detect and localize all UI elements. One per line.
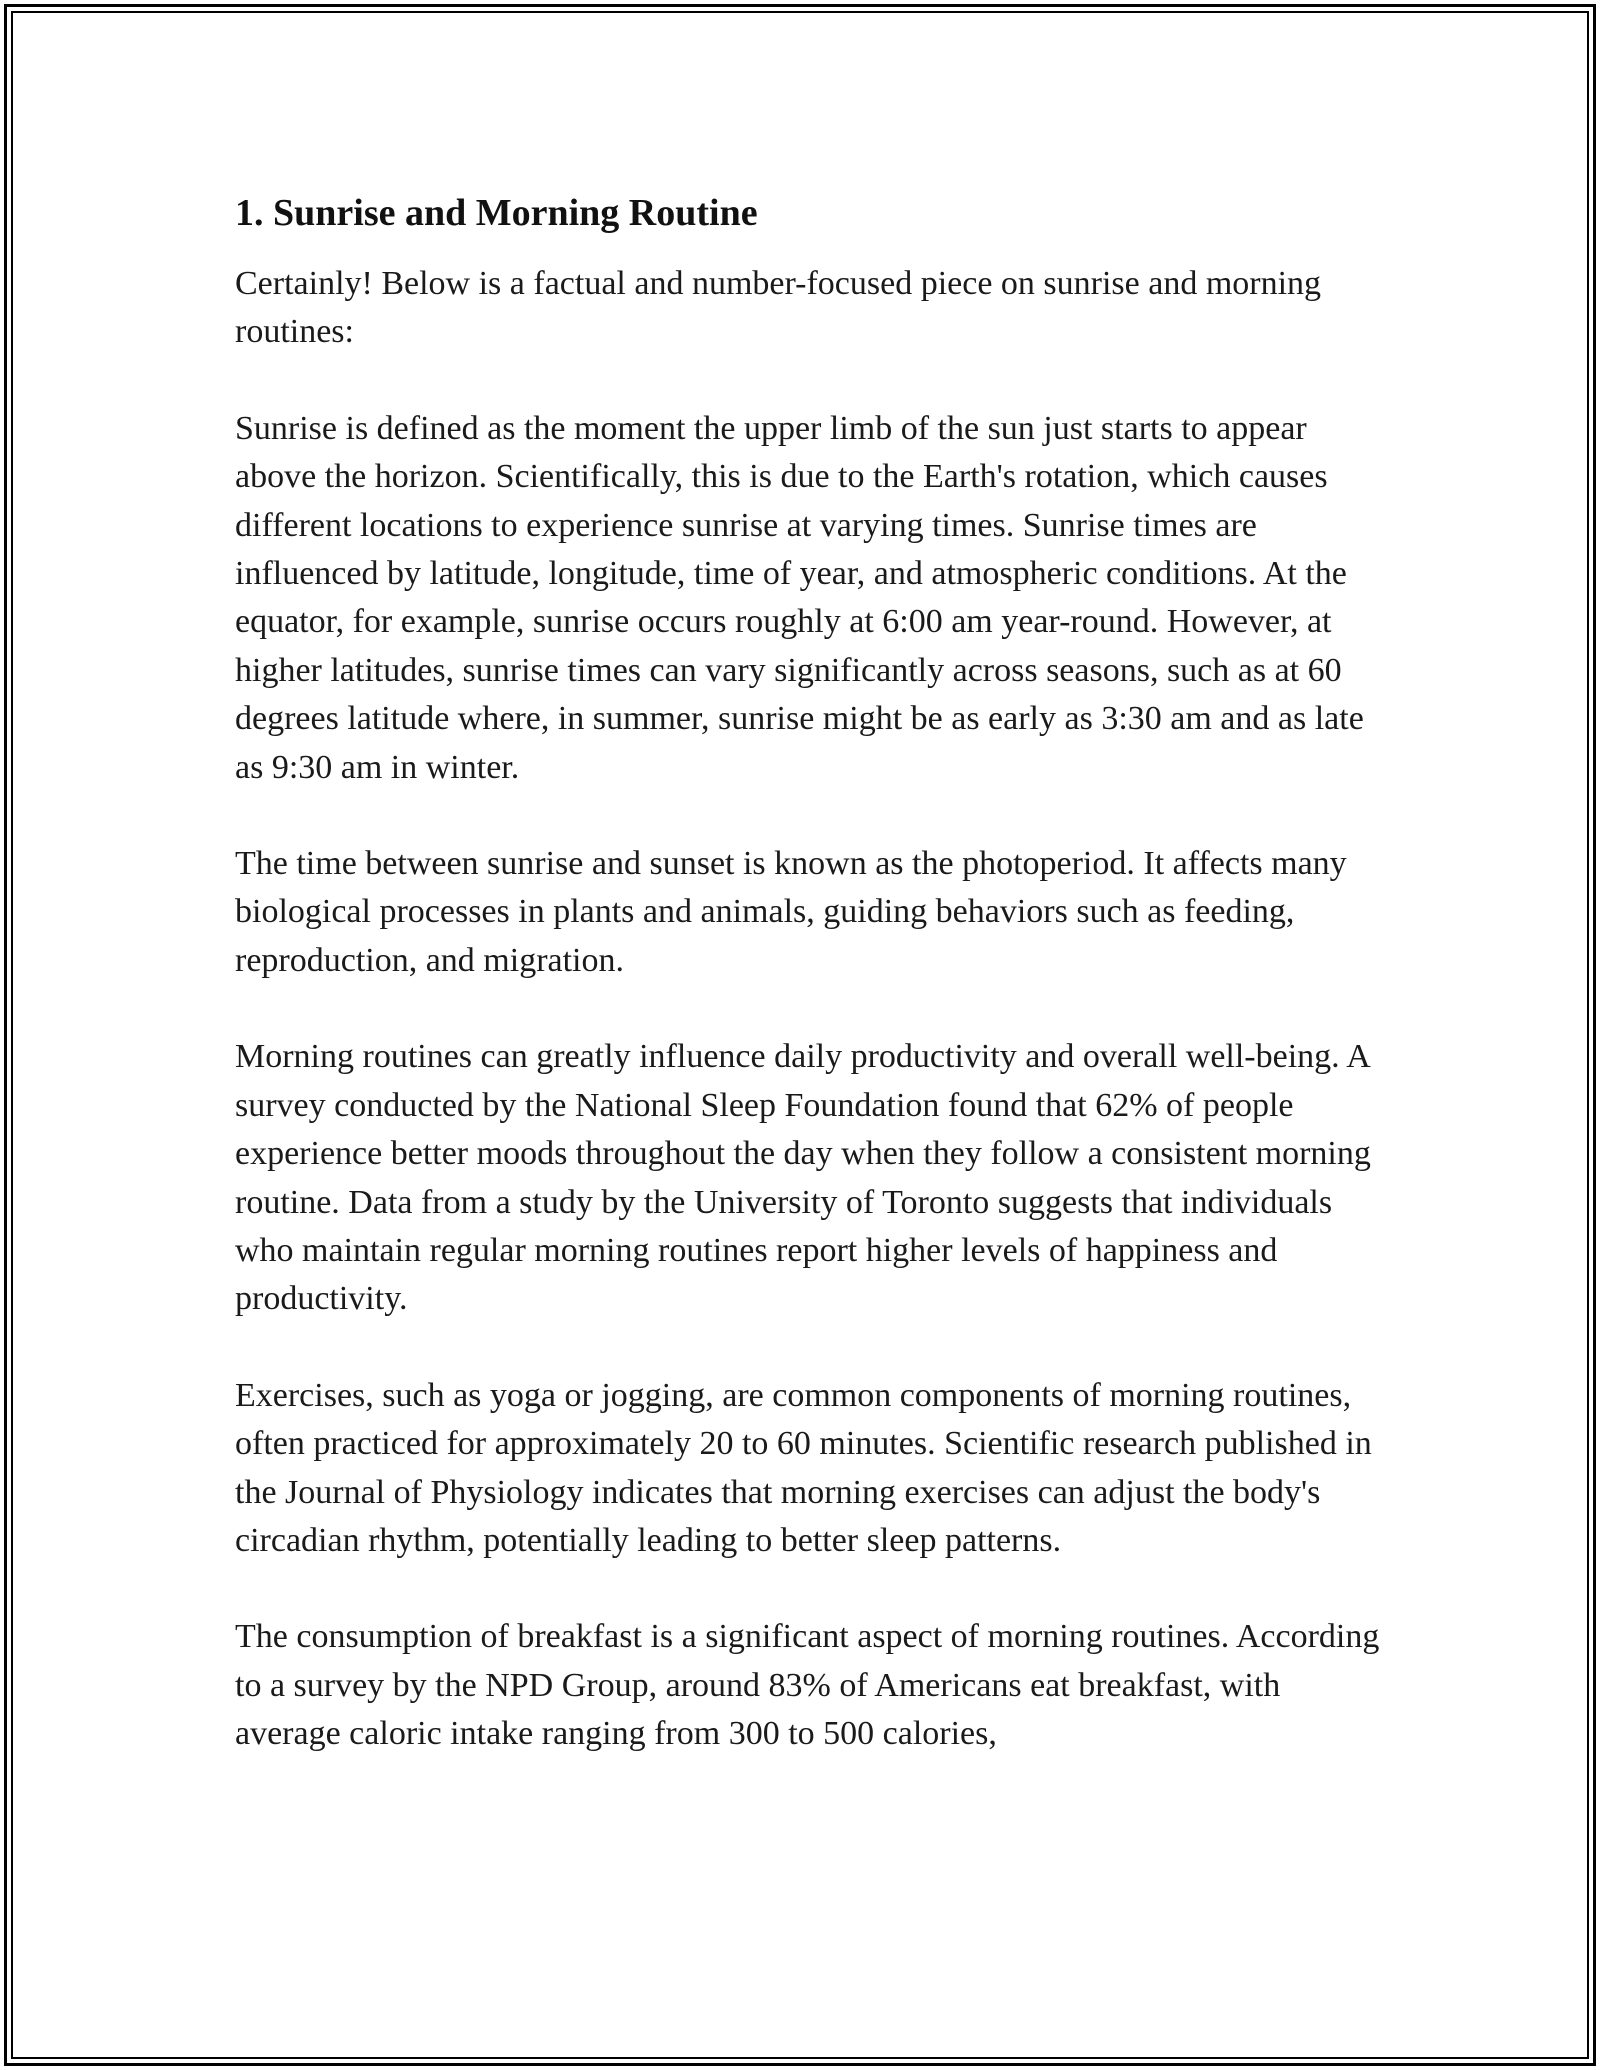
paragraph-intro: Certainly! Below is a factual and number-focused piece on sunrise and morning routines: — [235, 265, 1322, 351]
paragraph-photoperiod: The time between sunrise and sunset is known as the photoperiod. It affects many biological processes in plants and animals, guiding behaviors such as feeding, reproduction, and migration. — [235, 845, 1347, 979]
document-body — [235, 186, 1385, 1759]
paragraph-morning-routines: Morning routines can greatly influence daily productivity and overall well-being. A survey conducted by the National Sleep Foundation found that 62% of people experience better moods throughout the day when they follow a consistent morning routine. Data from a study by the University of Toronto suggests that individuals who maintain regular morning routines report higher levels of happiness and productivity. — [235, 1038, 1371, 1318]
paragraph-sunrise-definition: Sunrise is defined as the moment the upper limb of the sun just starts to appear above the horizon. Scientifically, this is due to the Earth's rotation, which causes different locations to experience sunrise at varying times. Sunrise times are influenced by latitude, longitude, time of year, and atmospheric conditions. At the equator, for example, sunrise occurs roughly at 6:00 am year-round. However, at higher latitudes, sunrise times can vary significantly across seasons, such as at 60 degrees latitude where, in summer, sunrise might be as early as 3:30 am and as late as 9:30 am in winter. — [235, 409, 1364, 786]
paragraph-breakfast: The consumption of breakfast is a significant aspect of morning routines. According to a survey by the NPD Group, around 83% of Americans eat breakfast, with average caloric intake ranging from 300 to 500 calories, — [235, 1618, 1380, 1753]
paragraph-exercise: Exercises, such as yoga or jogging, are common components of morning routines, often practiced for approximately 20 to 60 minutes. Scientific research published in the Journal of Physiology indicates that morning exercises can adjust the body's circadian rhythm, potentially leading to better sleep patterns. — [235, 1376, 1372, 1559]
section-heading: 1. Sunrise and Morning Routine — [235, 192, 758, 234]
